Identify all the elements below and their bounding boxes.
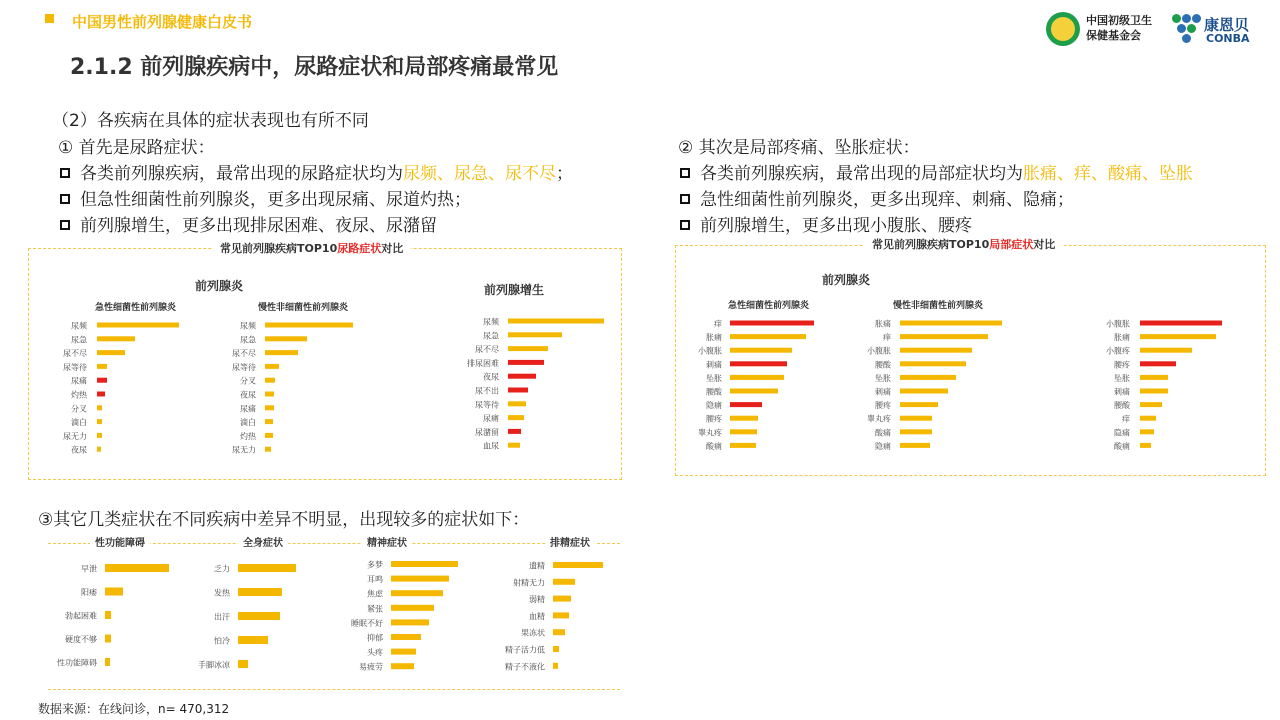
bar-label: 尿无力 bbox=[63, 431, 87, 441]
foundation-name-line2: 保健基金会 bbox=[1086, 29, 1141, 42]
bar bbox=[508, 388, 528, 393]
chart2-prostatitis-label: 前列腺炎 bbox=[822, 273, 871, 287]
bar-label: 头疼 bbox=[367, 648, 383, 658]
bar-label: 尿频 bbox=[483, 317, 499, 327]
local-chart-title: 常见前列腺疾病TOP10局部症状对比 bbox=[864, 238, 1063, 252]
bar-label: 多梦 bbox=[367, 560, 383, 570]
bar bbox=[265, 378, 275, 383]
bar-label: 腰疼 bbox=[1114, 360, 1130, 370]
bar bbox=[97, 323, 179, 328]
bar-label: 尿不尽 bbox=[63, 349, 87, 359]
bar bbox=[265, 364, 279, 369]
bar bbox=[97, 350, 125, 355]
bar bbox=[508, 332, 562, 337]
bar-label: 尿急 bbox=[240, 335, 256, 345]
chart2-chronic-label: 慢性非细菌性前列腺炎 bbox=[893, 301, 984, 311]
section3-heading: ③其它几类症状在不同疾病中差异不明显，出现较多的症状如下： bbox=[38, 510, 530, 530]
bar-label: 耳鸣 bbox=[367, 575, 383, 585]
other-symptoms-panel bbox=[48, 543, 620, 690]
section2-bullet2: 急性细菌性前列腺炎，更多出现痒、刺痛、隐痛； bbox=[680, 185, 1074, 210]
bar-label: 痒 bbox=[714, 319, 722, 329]
systemic-symptoms-label: 全身症状 bbox=[238, 537, 288, 551]
ejaculation-symptoms-label: 排精症状 bbox=[545, 537, 595, 551]
bar-label: 排尿困难 bbox=[467, 358, 499, 368]
report-title: 中国男性前列腺健康白皮书 bbox=[72, 13, 253, 31]
bar-label: 腰疼 bbox=[706, 414, 722, 424]
bar-label: 睡眠不好 bbox=[351, 618, 383, 628]
bar-label: 滴白 bbox=[240, 418, 256, 428]
bar-label: 抑郁 bbox=[367, 633, 383, 643]
bar-label: 早泄 bbox=[81, 564, 97, 574]
sexual-dysfunction-label: 性功能障碍 bbox=[90, 537, 150, 551]
chart1-prostatitis-label: 前列腺炎 bbox=[195, 279, 244, 293]
bar bbox=[265, 433, 273, 438]
bar-label: 尿痛 bbox=[483, 414, 499, 424]
bar-label: 焦虑 bbox=[367, 589, 383, 599]
bar bbox=[508, 415, 524, 420]
section1-bullet1: 各类前列腺疾病，最常出现的尿路症状均为尿频、尿急、尿不尽； bbox=[60, 159, 573, 184]
bar-label: 精子不液化 bbox=[505, 662, 545, 672]
local-chart-panel bbox=[675, 245, 1266, 476]
mental-symptoms-label: 精神症状 bbox=[362, 537, 412, 551]
bar bbox=[508, 443, 520, 448]
bar bbox=[97, 364, 107, 369]
bar-label: 硬度不够 bbox=[65, 635, 97, 644]
bar-label: 腰疼 bbox=[875, 401, 891, 411]
bar-label: 血尿 bbox=[483, 441, 499, 451]
bar-label: 尿痛 bbox=[240, 404, 256, 414]
bar-label: 尿无力 bbox=[232, 445, 256, 455]
bar-label: 射精无力 bbox=[513, 578, 545, 588]
bar bbox=[97, 433, 102, 438]
bar-label: 酸痛 bbox=[706, 441, 722, 451]
bar-label: 夜尿 bbox=[240, 390, 256, 400]
data-source-note: 数据来源：在线问诊，n= 470,312 bbox=[38, 702, 230, 716]
bar-label: 坠胀 bbox=[1114, 373, 1130, 383]
bar-label: 小腹胀 bbox=[698, 346, 722, 356]
section1-bullet3: 前列腺增生，更多出现排尿困难、夜尿、尿潴留 bbox=[60, 211, 437, 236]
bar-label: 分叉 bbox=[240, 376, 256, 386]
bar-label: 酸痛 bbox=[875, 428, 891, 438]
bar bbox=[97, 419, 102, 424]
section1-heading: ① 首先是尿路症状： bbox=[58, 138, 215, 158]
bar-label: 睾丸疼 bbox=[698, 428, 722, 438]
bar-label: 尿等待 bbox=[232, 362, 256, 372]
chart1-acute-label: 急性细菌性前列腺炎 bbox=[95, 303, 177, 313]
bar-label: 隐痛 bbox=[875, 441, 891, 451]
bar-label: 遗精 bbox=[529, 561, 545, 571]
bar-label: 尿不尽 bbox=[475, 345, 499, 355]
bar-label: 精子活力低 bbox=[505, 645, 545, 655]
bar-label: 痒 bbox=[883, 333, 891, 343]
section2-heading: ② 其次是局部疼痛、坠胀症状： bbox=[678, 138, 920, 158]
bar-label: 手脚冰凉 bbox=[198, 660, 230, 670]
bar-label: 夜尿 bbox=[71, 445, 87, 455]
bar-label: 灼热 bbox=[71, 390, 87, 400]
bar-label: 尿不出 bbox=[475, 386, 499, 396]
bar bbox=[265, 419, 273, 424]
bar-label: 酸痛 bbox=[1114, 441, 1130, 451]
bar-label: 乏力 bbox=[214, 564, 230, 574]
bar-label: 性功能障碍 bbox=[57, 658, 97, 668]
bar-label: 尿不尽 bbox=[232, 349, 256, 359]
bar-label: 刺痛 bbox=[1114, 387, 1130, 397]
bar bbox=[508, 374, 536, 379]
bar-label: 阳痿 bbox=[81, 588, 97, 597]
bar-label: 灼热 bbox=[240, 431, 256, 441]
page-title: 2.1.2 前列腺疾病中，尿路症状和局部疼痛最常见 bbox=[70, 55, 559, 80]
bar-label: 尿等待 bbox=[475, 400, 499, 410]
bar-label: 滴白 bbox=[71, 418, 87, 428]
bar-label: 胀痛 bbox=[706, 333, 722, 343]
bar-label: 夜尿 bbox=[483, 372, 499, 382]
bar-label: 勃起困难 bbox=[65, 611, 97, 621]
bar-label: 小腹胀 bbox=[867, 346, 891, 356]
intro-text: （2）各疾病在具体的症状表现也有所不同 bbox=[52, 111, 369, 131]
bar-label: 坠胀 bbox=[706, 373, 722, 383]
bar-label: 痒 bbox=[1122, 414, 1130, 424]
bar bbox=[265, 336, 307, 341]
bar-label: 刺痛 bbox=[706, 360, 722, 370]
bar-label: 隐痛 bbox=[1114, 428, 1130, 438]
bar-label: 腰酸 bbox=[1114, 401, 1130, 411]
chart1-bph-label: 前列腺增生 bbox=[484, 283, 545, 297]
bar-label: 刺痛 bbox=[875, 387, 891, 397]
bar-label: 小腹疼 bbox=[1106, 346, 1130, 356]
bar-label: 易疲劳 bbox=[359, 662, 383, 672]
bar-label: 腰酸 bbox=[706, 387, 722, 397]
bar-label: 胀痛 bbox=[1114, 333, 1130, 343]
chart2-acute-label: 急性细菌性前列腺炎 bbox=[728, 301, 810, 311]
bar-label: 尿急 bbox=[71, 335, 87, 345]
bar bbox=[508, 429, 521, 434]
urinary-chart-title: 常见前列腺疾病TOP10尿路症状对比 bbox=[212, 242, 411, 256]
bar-label: 弱精 bbox=[529, 595, 545, 605]
bar-label: 睾丸疼 bbox=[867, 414, 891, 424]
bar bbox=[508, 360, 544, 365]
bar-label: 怕冷 bbox=[214, 636, 230, 646]
bar bbox=[265, 392, 274, 397]
foundation-name-line1: 中国初级卫生 bbox=[1086, 14, 1152, 27]
bar-label: 分叉 bbox=[71, 404, 87, 414]
bar bbox=[97, 405, 102, 410]
bar bbox=[265, 447, 271, 452]
bar-label: 隐痛 bbox=[706, 401, 722, 411]
bar-label: 尿频 bbox=[240, 321, 256, 331]
bar bbox=[97, 392, 105, 397]
bar-label: 胀痛 bbox=[875, 319, 891, 329]
bar-label: 出汗 bbox=[214, 612, 230, 622]
bar bbox=[508, 319, 604, 324]
bar-label: 尿频 bbox=[71, 321, 87, 331]
bar-label: 紧张 bbox=[367, 604, 383, 614]
conba-name-en: CONBA bbox=[1206, 32, 1250, 45]
bar bbox=[265, 350, 298, 355]
bar-label: 坠胀 bbox=[875, 373, 891, 383]
section2-bullet1: 各类前列腺疾病，最常出现的局部症状均为胀痛、痒、酸痛、坠胀 bbox=[680, 159, 1193, 184]
bar bbox=[265, 405, 274, 410]
bar bbox=[508, 346, 548, 351]
section2-bullet3: 前列腺增生，更多出现小腹胀、腰疼 bbox=[680, 211, 972, 236]
bar-label: 发热 bbox=[214, 588, 230, 598]
bar-label: 尿痛 bbox=[71, 376, 87, 386]
bar-label: 尿等待 bbox=[63, 362, 87, 372]
bar bbox=[97, 378, 107, 383]
bar-label: 果冻状 bbox=[521, 628, 545, 638]
conba-name-cn: 康恩贝 bbox=[1204, 16, 1250, 34]
section1-bullet2: 但急性细菌性前列腺炎，更多出现尿痛、尿道灼热； bbox=[60, 185, 471, 210]
bar-label: 尿急 bbox=[483, 331, 499, 341]
bar bbox=[97, 447, 101, 452]
bar-label: 小腹胀 bbox=[1106, 319, 1130, 329]
bar-label: 尿潴留 bbox=[475, 427, 499, 437]
bar bbox=[97, 336, 135, 341]
bar-label: 腰酸 bbox=[875, 360, 891, 370]
bar bbox=[508, 401, 526, 406]
bar bbox=[265, 323, 353, 328]
bar-label: 血精 bbox=[529, 611, 545, 621]
chart1-chronic-label: 慢性非细菌性前列腺炎 bbox=[258, 303, 349, 313]
